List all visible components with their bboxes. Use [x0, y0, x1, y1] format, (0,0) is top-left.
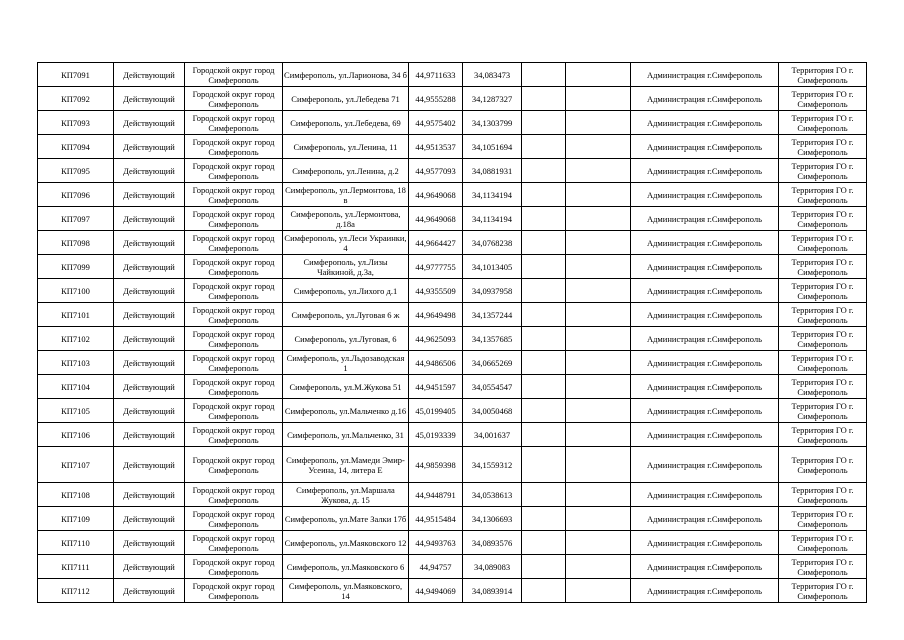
cell-empty [522, 279, 566, 303]
cell-address: Симферополь, ул.Ларионова, 34 б [283, 63, 409, 87]
cell-empty [566, 579, 631, 603]
cell-territory: Территория ГО г. Симферополь [779, 423, 867, 447]
cell-area: Городской округ город Симферополь [185, 207, 283, 231]
cell-address: Симферополь, ул.Лебедева 71 [283, 87, 409, 111]
cell-empty [522, 399, 566, 423]
cell-longitude: 34,0554547 [463, 375, 522, 399]
cell-status: Действующий [114, 447, 185, 483]
cell-id: КП7093 [38, 111, 114, 135]
cell-empty [522, 63, 566, 87]
cell-latitude: 44,9649068 [409, 207, 463, 231]
cell-territory: Территория ГО г. Симферополь [779, 255, 867, 279]
cell-empty [522, 111, 566, 135]
cell-empty [522, 135, 566, 159]
cell-territory: Территория ГО г. Симферополь [779, 135, 867, 159]
cell-status: Действующий [114, 555, 185, 579]
cell-status: Действующий [114, 231, 185, 255]
cell-owner: Администрация г.Симферополь [631, 279, 779, 303]
cell-id: КП7094 [38, 135, 114, 159]
cell-latitude: 45,0193339 [409, 423, 463, 447]
cell-longitude: 34,0893914 [463, 579, 522, 603]
cell-latitude: 44,9577093 [409, 159, 463, 183]
cell-empty [566, 255, 631, 279]
cell-territory: Территория ГО г. Симферополь [779, 531, 867, 555]
cell-longitude: 34,0937958 [463, 279, 522, 303]
table-row [38, 507, 867, 531]
cell-id: КП7095 [38, 159, 114, 183]
cell-address: Симферополь, ул.Леси Украинки, 4 [284, 232, 407, 253]
cell-latitude: 44,9649498 [409, 303, 463, 327]
table-row [38, 159, 867, 183]
cell-longitude: 34,089083 [463, 555, 522, 579]
cell-id: КП7103 [38, 351, 114, 375]
cell-empty [522, 87, 566, 111]
cell-latitude: 44,9513537 [409, 135, 463, 159]
cell-longitude: 34,1306693 [463, 507, 522, 531]
cell-empty [522, 303, 566, 327]
cell-owner: Администрация г.Симферополь [631, 111, 779, 135]
cell-latitude: 44,9859398 [409, 447, 463, 483]
cell-address: Симферополь, ул.Лермонтова, 18 в [283, 183, 409, 207]
cell-longitude: 34,001637 [463, 423, 522, 447]
cell-address: Симферополь, ул.Лебедева, 69 [283, 111, 409, 135]
cell-longitude: 34,0050468 [463, 399, 522, 423]
cell-territory: Территория ГО г. Симферополь [779, 579, 867, 603]
cell-id: КП7100 [38, 279, 114, 303]
cell-empty [566, 87, 631, 111]
cell-area: Городской округ город Симферополь [185, 135, 283, 159]
cell-owner: Администрация г.Симферополь [631, 447, 779, 483]
cell-status: Действующий [114, 159, 185, 183]
cell-latitude: 44,9649068 [409, 183, 463, 207]
cell-address: Симферополь, ул.Луговая 6 ж [283, 303, 409, 327]
cell-territory: Территория ГО г. Симферополь [779, 63, 867, 87]
cell-territory: Территория ГО г. Симферополь [779, 351, 867, 375]
cell-longitude: 34,1357244 [463, 303, 522, 327]
cell-empty [566, 351, 631, 375]
cell-id: КП7096 [38, 183, 114, 207]
cell-address: Симферополь, ул.Мате Залки 17б [283, 507, 409, 531]
cell-status: Действующий [114, 423, 185, 447]
table-row [38, 351, 867, 375]
cell-empty [566, 231, 631, 255]
cell-area: Городской округ город Симферополь [185, 231, 283, 255]
cell-area: Городской округ город Симферополь [185, 507, 283, 531]
cell-territory: Территория ГО г. Симферополь [779, 207, 867, 231]
cell-id: КП7098 [38, 231, 114, 255]
cell-owner: Администрация г.Симферополь [631, 375, 779, 399]
cell-latitude: 44,9777755 [409, 255, 463, 279]
table-row [38, 279, 867, 303]
cell-address: Симферополь, ул.Лихого д.1 [283, 279, 409, 303]
cell-address: Симферополь, ул.Мальченко д.16 [283, 399, 409, 423]
cell-latitude: 44,9515484 [409, 507, 463, 531]
cell-status: Действующий [114, 351, 185, 375]
cell-latitude: 45,0199405 [409, 399, 463, 423]
cell-id: КП7091 [38, 63, 114, 87]
cell-longitude: 34,1287327 [463, 87, 522, 111]
table-row [38, 135, 867, 159]
cell-area: Городской округ город Симферополь [185, 279, 283, 303]
cell-status: Действующий [114, 87, 185, 111]
cell-address: Симферополь, ул.Маяковского 12 [283, 531, 409, 555]
cell-empty [522, 555, 566, 579]
cell-empty [522, 351, 566, 375]
cell-id: КП7112 [38, 579, 114, 603]
cell-owner: Администрация г.Симферополь [631, 255, 779, 279]
cell-empty [566, 135, 631, 159]
table-row [38, 375, 867, 399]
cell-empty [566, 327, 631, 351]
cell-empty [566, 63, 631, 87]
cell-latitude: 44,9555288 [409, 87, 463, 111]
cell-empty [566, 183, 631, 207]
cell-empty [566, 447, 631, 483]
table-row [38, 207, 867, 231]
cell-address: Симферополь, ул.Луговая, 6 [283, 327, 409, 351]
cell-empty [566, 531, 631, 555]
cell-id: КП7111 [38, 555, 114, 579]
cell-id: КП7105 [38, 399, 114, 423]
cell-address: Симферополь, ул.Маяковского 6 [283, 555, 409, 579]
table-row [38, 327, 867, 351]
table-row [38, 579, 867, 603]
cell-owner: Администрация г.Симферополь [631, 579, 779, 603]
cell-latitude: 44,9711633 [409, 63, 463, 87]
cell-area: Городской округ город Симферополь [185, 375, 283, 399]
cell-owner: Администрация г.Симферополь [631, 399, 779, 423]
cell-id: КП7109 [38, 507, 114, 531]
cell-id: КП7101 [38, 303, 114, 327]
cell-territory: Территория ГО г. Симферополь [779, 447, 867, 483]
cell-longitude: 34,1559312 [463, 447, 522, 483]
cell-area: Городской округ город Симферополь [185, 183, 283, 207]
cell-longitude: 34,0538613 [463, 483, 522, 507]
cell-status: Действующий [114, 207, 185, 231]
cell-territory: Территория ГО г. Симферополь [779, 375, 867, 399]
cell-owner: Администрация г.Симферополь [631, 531, 779, 555]
cell-area: Городской округ город Симферополь [185, 87, 283, 111]
cell-longitude: 34,0893576 [463, 531, 522, 555]
cell-id: КП7102 [38, 327, 114, 351]
cell-longitude: 34,1051694 [463, 135, 522, 159]
cell-empty [522, 183, 566, 207]
cell-area: Городской округ город Симферополь [185, 111, 283, 135]
cell-address: Симферополь, ул.Лермонтова, д.18а [283, 207, 409, 231]
cell-empty [522, 231, 566, 255]
cell-empty [522, 447, 566, 483]
cell-id: КП7106 [38, 423, 114, 447]
cell-longitude: 34,1134194 [463, 183, 522, 207]
cell-territory: Территория ГО г. Симферополь [779, 327, 867, 351]
cell-address: Симферополь, ул.Ленина, 11 [283, 135, 409, 159]
cell-area: Городской округ город Симферополь [185, 255, 283, 279]
cell-id: КП7092 [38, 87, 114, 111]
registry-table [37, 62, 867, 603]
cell-latitude: 44,9451597 [409, 375, 463, 399]
cell-status: Действующий [114, 399, 185, 423]
cell-territory: Территория ГО г. Симферополь [779, 399, 867, 423]
cell-empty [566, 303, 631, 327]
cell-area: Городской округ город Симферополь [185, 159, 283, 183]
cell-address: Симферополь, ул.Лизы Чайкиной, д.3а, [283, 255, 409, 279]
cell-address: Симферополь, ул.Мамеди Эмир-Усеина, 14, литера Е [283, 447, 409, 483]
cell-owner: Администрация г.Симферополь [631, 327, 779, 351]
cell-territory: Территория ГО г. Симферополь [779, 483, 867, 507]
cell-empty [566, 555, 631, 579]
cell-address: Симферополь, ул.Ленина, д.2 [283, 159, 409, 183]
cell-owner: Администрация г.Симферополь [631, 87, 779, 111]
cell-area: Городской округ город Симферополь [185, 351, 283, 375]
cell-status: Действующий [114, 375, 185, 399]
cell-territory: Территория ГО г. Симферополь [779, 87, 867, 111]
cell-address: Симферополь, ул.Мальченко, 31 [283, 423, 409, 447]
cell-territory: Территория ГО г. Симферополь [779, 507, 867, 531]
cell-latitude: 44,9486506 [409, 351, 463, 375]
table-row [38, 111, 867, 135]
cell-area: Городской округ город Симферополь [185, 555, 283, 579]
cell-status: Действующий [114, 303, 185, 327]
cell-empty [522, 159, 566, 183]
cell-status: Действующий [114, 255, 185, 279]
cell-empty [522, 207, 566, 231]
cell-status: Действующий [114, 579, 185, 603]
cell-territory: Территория ГО г. Симферополь [779, 183, 867, 207]
cell-area: Городской округ город Симферополь [185, 399, 283, 423]
cell-id: КП7104 [38, 375, 114, 399]
cell-longitude: 34,1013405 [463, 255, 522, 279]
cell-latitude: 44,9664427 [409, 231, 463, 255]
table-row [38, 483, 867, 507]
cell-empty [566, 423, 631, 447]
cell-id: КП7107 [38, 447, 114, 483]
cell-territory: Территория ГО г. Симферополь [779, 555, 867, 579]
cell-id: КП7097 [38, 207, 114, 231]
cell-area: Городской округ город Симферополь [185, 423, 283, 447]
cell-owner: Администрация г.Симферополь [631, 159, 779, 183]
cell-empty [566, 483, 631, 507]
cell-latitude: 44,9494069 [409, 579, 463, 603]
cell-empty [566, 507, 631, 531]
cell-owner: Администрация г.Симферополь [631, 555, 779, 579]
cell-empty [522, 327, 566, 351]
cell-territory: Территория ГО г. Симферополь [779, 159, 867, 183]
cell-owner: Администрация г.Симферополь [631, 207, 779, 231]
table-row [38, 63, 867, 87]
cell-status: Действующий [114, 111, 185, 135]
cell-area: Городской округ город Симферополь [185, 303, 283, 327]
cell-status: Действующий [114, 63, 185, 87]
cell-owner: Администрация г.Симферополь [631, 231, 779, 255]
cell-owner: Администрация г.Симферополь [631, 183, 779, 207]
cell-empty [522, 483, 566, 507]
cell-empty [566, 207, 631, 231]
cell-territory: Территория ГО г. Симферополь [779, 111, 867, 135]
cell-empty [522, 579, 566, 603]
cell-empty [522, 531, 566, 555]
cell-latitude: 44,9575402 [409, 111, 463, 135]
cell-status: Действующий [114, 135, 185, 159]
table-row [38, 531, 867, 555]
cell-address: Симферополь, ул.М.Жукова 51 [283, 375, 409, 399]
cell-latitude: 44,94757 [409, 555, 463, 579]
cell-id: КП7108 [38, 483, 114, 507]
cell-empty [566, 375, 631, 399]
cell-empty [522, 507, 566, 531]
cell-latitude: 44,9448791 [409, 483, 463, 507]
cell-longitude: 34,1134194 [463, 207, 522, 231]
table-row [38, 231, 867, 255]
cell-territory: Территория ГО г. Симферополь [779, 279, 867, 303]
cell-empty [566, 279, 631, 303]
cell-area: Городской округ город Симферополь [185, 447, 283, 483]
cell-owner: Администрация г.Симферополь [631, 63, 779, 87]
cell-empty [522, 255, 566, 279]
cell-owner: Администрация г.Симферополь [631, 303, 779, 327]
cell-empty [566, 399, 631, 423]
table-row [38, 183, 867, 207]
cell-longitude: 34,0665269 [463, 351, 522, 375]
cell-area: Городской округ город Симферополь [185, 63, 283, 87]
cell-owner: Администрация г.Симферополь [631, 135, 779, 159]
cell-territory: Территория ГО г. Симферополь [779, 303, 867, 327]
cell-address: Симферополь, ул.Маяковского, 14 [283, 579, 409, 603]
cell-owner: Администрация г.Симферополь [631, 423, 779, 447]
cell-area: Городской округ город Симферополь [185, 531, 283, 555]
table-row [38, 423, 867, 447]
cell-territory: Территория ГО г. Симферополь [779, 231, 867, 255]
cell-status: Действующий [114, 279, 185, 303]
table-row [38, 255, 867, 279]
cell-longitude: 34,0881931 [463, 159, 522, 183]
cell-id: КП7099 [38, 255, 114, 279]
cell-status: Действующий [114, 531, 185, 555]
cell-longitude: 34,083473 [463, 63, 522, 87]
cell-status: Действующий [114, 327, 185, 351]
cell-address: Симферополь, ул.Маршала Жукова, д. 15 [283, 483, 409, 507]
cell-owner: Администрация г.Симферополь [631, 507, 779, 531]
cell-latitude: 44,9355509 [409, 279, 463, 303]
table-row [38, 399, 867, 423]
cell-area: Городской округ город Симферополь [185, 579, 283, 603]
cell-status: Действующий [114, 483, 185, 507]
cell-status: Действующий [114, 507, 185, 531]
cell-empty [566, 159, 631, 183]
table-row [38, 555, 867, 579]
cell-longitude: 34,1303799 [463, 111, 522, 135]
cell-latitude: 44,9493763 [409, 531, 463, 555]
cell-status: Действующий [114, 183, 185, 207]
cell-empty [522, 423, 566, 447]
cell-latitude: 44,9625093 [409, 327, 463, 351]
cell-address: Симферополь, ул.Льдозаводская 1 [283, 351, 409, 375]
cell-empty [566, 111, 631, 135]
cell-empty [522, 375, 566, 399]
table-row [38, 303, 867, 327]
cell-id: КП7110 [38, 531, 114, 555]
cell-owner: Администрация г.Симферополь [631, 483, 779, 507]
table-row [38, 447, 867, 483]
cell-area: Городской округ город Симферополь [185, 327, 283, 351]
cell-longitude: 34,1357685 [463, 327, 522, 351]
table-row [38, 87, 867, 111]
cell-area: Городской округ город Симферополь [185, 483, 283, 507]
table-body [38, 63, 867, 603]
cell-longitude: 34,0768238 [463, 231, 522, 255]
cell-owner: Администрация г.Симферополь [631, 351, 779, 375]
